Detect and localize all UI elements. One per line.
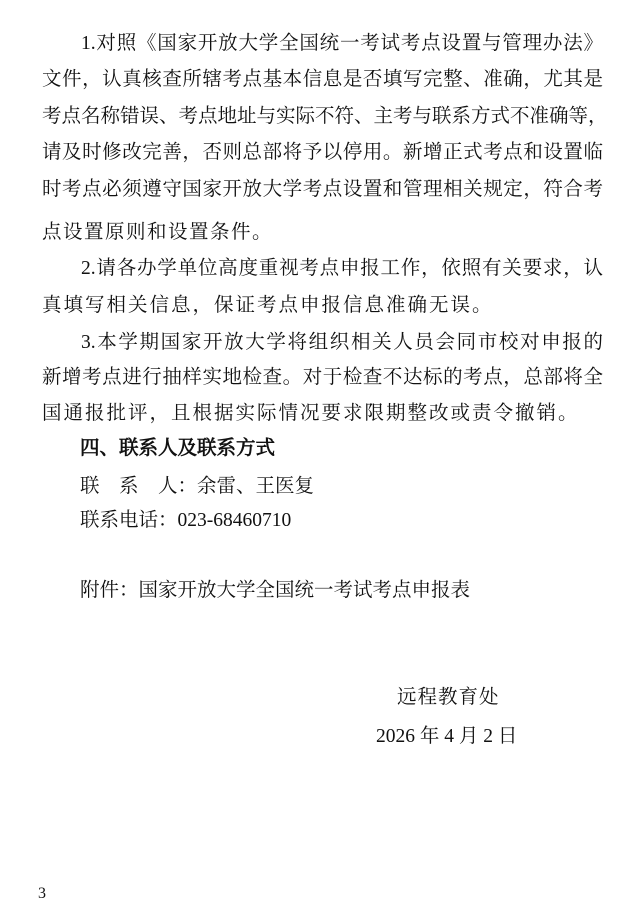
signature-org: 远程教育处 [397, 687, 500, 708]
text-line: 3.本学期国家开放大学将组织相关人员会同市校对申报的 [81, 332, 603, 353]
text-line: 时考点必须遵守国家开放大学考点设置和管理相关规定，符合考 [42, 179, 603, 200]
text-line: 2.请各办学单位高度重视考点申报工作，依照有关要求，认 [81, 258, 603, 279]
page-number: 3 [38, 885, 46, 902]
text-line: 国通报批评，且根据实际情况要求限期整改或责令撤销。 [42, 403, 580, 424]
text-line: 真填写相关信息，保证考点申报信息准确无误。 [42, 295, 494, 316]
contact-person: 联 系 人：余雷、王医复 [80, 476, 315, 497]
text-line: 考点名称错误、考点地址与实际不符、主考与联系方式不准确等， [42, 106, 608, 127]
signature-date: 2026 年 4 月 2 日 [376, 726, 518, 747]
attachment-line: 附件：国家开放大学全国统一考试考点申报表 [80, 580, 471, 601]
contact-phone: 联系电话：023-68460710 [80, 510, 292, 531]
section-heading: 四、联系人及联系方式 [80, 438, 276, 459]
text-line: 点设置原则和设置条件。 [42, 222, 274, 243]
text-line: 1.对照《国家开放大学全国统一考试考点设置与管理办法》 [81, 33, 603, 54]
text-line: 文件，认真核查所辖考点基本信息是否填写完整、准确，尤其是 [42, 69, 603, 90]
text-line: 新增考点进行抽样实地检查。对于检查不达标的考点，总部将全 [42, 367, 603, 388]
text-line: 请及时修改完善，否则总部将予以停用。新增正式考点和设置临 [42, 142, 603, 163]
